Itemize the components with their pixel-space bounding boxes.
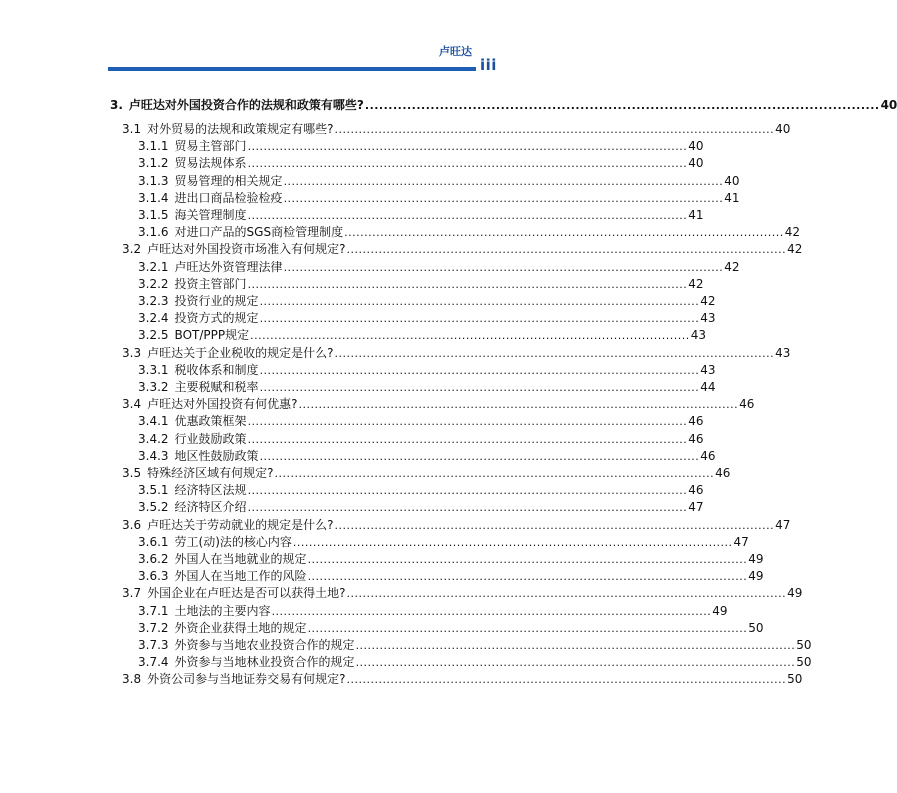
toc-entry-page: 50 — [796, 638, 812, 652]
toc-entry[interactable] — [138, 223, 800, 241]
toc-entry-number: 3.7.1 — [138, 603, 169, 618]
toc-dot-leader: .............................................................................................................. — [334, 518, 775, 532]
toc-entry-page: 42 — [787, 242, 803, 257]
toc-dot-leader: .............................................................................................................. — [259, 295, 700, 308]
toc-entry[interactable] — [122, 516, 791, 534]
toc-entry-label — [110, 96, 364, 114]
toc-entry[interactable] — [138, 292, 716, 310]
toc-entry-number: 3.1.2 — [138, 156, 169, 171]
toc-entry-label — [138, 172, 283, 190]
toc-dot-leader: .............................................................................................................. — [283, 174, 724, 188]
toc-entry-title: 投资方式的规定 — [174, 311, 259, 326]
toc-entry-number: 3. — [110, 98, 123, 112]
toc-entry[interactable] — [138, 189, 740, 207]
toc-entry-number: 3.3.1 — [138, 362, 169, 377]
toc-entry-label — [138, 602, 271, 620]
toc-entry-label — [122, 395, 297, 413]
toc-entry-page: 46 — [715, 466, 731, 480]
toc-entry[interactable] — [138, 602, 728, 620]
toc-entry-title: 卢旺达对外国投资有何优惠? — [147, 397, 298, 412]
toc-dot-leader: .............................................................................................................. — [259, 381, 700, 394]
toc-entry-title: 优惠政策框架 — [174, 414, 247, 429]
toc-entry-label — [138, 206, 247, 224]
toc-entry-title: 卢旺达关于劳动就业的规定是什么? — [147, 517, 334, 532]
toc-entry-page: 47 — [733, 534, 749, 549]
toc-entry-number: 3.1.3 — [138, 173, 169, 188]
toc-dot-leader: .............................................................................................................. — [247, 277, 688, 291]
toc-entry-title: 进出口商品检验检疫 — [174, 190, 283, 205]
toc-entry-page: 42 — [784, 225, 800, 240]
toc-dot-leader: .............................................................................................................. — [346, 243, 787, 257]
toc-entry[interactable] — [138, 481, 704, 499]
toc-entry-number: 3.2 — [122, 242, 142, 257]
toc-dot-leader: .............................................................................................................. — [344, 226, 784, 240]
toc-entry[interactable] — [138, 619, 764, 637]
toc-entry-label — [122, 516, 333, 534]
toc-entry-label — [138, 412, 247, 430]
toc-entry-number: 3.2.5 — [138, 328, 169, 343]
toc-entry-page: 43 — [700, 362, 716, 377]
toc-entry[interactable] — [138, 309, 716, 327]
toc-entry-page: 43 — [700, 311, 716, 326]
toc-entry-label — [138, 223, 343, 241]
toc-entry-title: 外国人在当地就业的规定 — [174, 552, 307, 566]
toc-entry-label — [138, 137, 247, 155]
toc-entry-title: 外国人在当地工作的风险 — [174, 569, 307, 584]
toc-entry-title: 贸易管理的相关规定 — [174, 173, 283, 188]
toc-entry-title: 贸易法规体系 — [174, 156, 247, 171]
toc-entry-page: 50 — [748, 620, 764, 635]
toc-dot-leader: .............................................................................................................. — [292, 535, 733, 549]
toc-entry-label — [122, 584, 345, 602]
toc-entry-title: 卢旺达外资管理法律 — [174, 259, 283, 274]
toc-entry-title: 外资企业获得土地的规定 — [174, 620, 307, 635]
toc-entry-label — [138, 309, 259, 327]
toc-entry-page: 40 — [880, 98, 897, 112]
toc-entry[interactable] — [122, 670, 803, 688]
toc-entry-title: 税收体系和制度 — [174, 362, 259, 377]
toc-entry[interactable] — [138, 653, 812, 671]
toc-entry-title: BOT/PPP规定 — [174, 328, 250, 343]
toc-entry-page: 46 — [739, 397, 755, 412]
toc-entry-label — [138, 326, 249, 344]
toc-entry-number: 3.1.6 — [138, 225, 169, 240]
toc-entry-title: 卢旺达对外国投资合作的法规和政策有哪些? — [128, 98, 364, 112]
toc-entry-label — [122, 344, 333, 362]
page-number: iii — [480, 56, 497, 74]
toc-entry-page: 40 — [688, 156, 704, 171]
toc-dot-leader: .............................................................................................................. — [298, 398, 739, 412]
toc-entry-number: 3.6.2 — [138, 552, 169, 566]
toc-entry[interactable] — [122, 240, 803, 258]
toc-dot-leader: .............................................................................................................. — [346, 587, 787, 601]
toc-entry-title: 对进口产品的SGS商检管理制度 — [174, 225, 344, 240]
toc-dot-leader: .............................................................................................................. — [247, 484, 688, 498]
toc-entry[interactable] — [138, 447, 716, 465]
toc-entry-label — [138, 275, 247, 293]
toc-entry[interactable] — [122, 395, 755, 413]
toc-dot-leader: .............................................................................................................. — [247, 157, 688, 171]
toc-entry-number: 3.8 — [122, 672, 142, 687]
toc-dot-leader: .............................................................................................................. — [283, 260, 724, 274]
toc-entry-page: 40 — [688, 139, 704, 154]
toc-entry-page: 46 — [688, 414, 704, 429]
toc-entry-page: 50 — [796, 655, 812, 670]
toc-entry-label — [138, 189, 283, 207]
toc-entry-number: 3.6 — [122, 517, 142, 532]
toc-entry-title: 行业鼓励政策 — [174, 431, 247, 446]
toc-entry-page: 40 — [724, 173, 740, 188]
toc-entry-title: 投资行业的规定 — [174, 294, 259, 308]
toc-entry-number: 3.6.1 — [138, 534, 169, 549]
toc-entry[interactable] — [122, 464, 731, 482]
toc-entry-title: 特殊经济区域有何规定? — [147, 466, 274, 480]
toc-entry-number: 3.7.2 — [138, 620, 169, 635]
toc-entry[interactable] — [110, 96, 897, 114]
toc-dot-leader: .............................................................................................................. — [250, 329, 690, 343]
toc-entry-label — [138, 533, 292, 551]
toc-entry-page: 47 — [688, 500, 704, 515]
toc-entry-page: 40 — [775, 122, 791, 136]
toc-dot-leader: .............................................................................................................. — [247, 432, 688, 446]
toc-entry-title: 外资参与当地林业投资合作的规定 — [174, 655, 355, 670]
toc-entry-label — [138, 636, 355, 654]
toc-entry-page: 42 — [688, 276, 704, 291]
toc-entry-number: 3.3.2 — [138, 380, 169, 394]
toc-entry-number: 3.1.4 — [138, 190, 169, 205]
toc-entry-number: 3.5 — [122, 466, 142, 480]
toc-entry[interactable] — [138, 378, 716, 396]
toc-entry-page: 43 — [690, 328, 707, 343]
toc-dot-leader: .............................................................................................................. — [334, 123, 775, 136]
toc-entry-label — [138, 154, 247, 172]
toc-entry-label — [122, 464, 273, 482]
toc-entry-title: 劳工(动)法的核心内容 — [174, 534, 292, 549]
toc-dot-leader: .............................................................................................................. — [355, 656, 796, 670]
toc-dot-leader: .............................................................................................................. — [247, 140, 688, 154]
toc-entry-label — [122, 240, 345, 258]
toc-entry-title: 外资公司参与当地证券交易有何规定? — [147, 672, 346, 687]
toc-entry[interactable] — [138, 361, 716, 379]
toc-entry-label — [138, 447, 259, 465]
toc-entry[interactable] — [122, 344, 791, 362]
toc-entry[interactable] — [138, 326, 707, 344]
toc-entry[interactable] — [138, 258, 740, 276]
toc-entry[interactable] — [122, 120, 791, 138]
toc-entry-number: 3.5.1 — [138, 483, 169, 498]
toc-entry-title: 土地法的主要内容 — [174, 603, 271, 618]
toc-dot-leader: .............................................................................................................. — [307, 553, 748, 566]
toc-entry-page: 41 — [688, 208, 704, 222]
toc-entry-page: 47 — [775, 517, 791, 532]
toc-entry-label — [138, 619, 307, 637]
toc-entry-page: 46 — [700, 448, 716, 463]
toc-entry-label — [138, 378, 259, 396]
toc-entry[interactable] — [138, 275, 704, 293]
toc-dot-leader: .............................................................................................................. — [247, 501, 688, 515]
toc-entry-number: 3.1 — [122, 122, 142, 136]
toc-entry-page: 49 — [748, 569, 764, 584]
toc-entry[interactable] — [138, 154, 704, 172]
toc-entry-number: 3.7 — [122, 586, 142, 601]
toc-entry[interactable] — [122, 584, 803, 602]
toc-entry[interactable] — [138, 567, 764, 585]
toc-entry-label — [138, 550, 307, 568]
toc-entry-number: 3.1.1 — [138, 139, 169, 154]
toc-dot-leader: .............................................................................................................. — [283, 191, 724, 205]
toc-entry-page: 46 — [688, 431, 704, 446]
toc-entry-title: 对外贸易的法规和政策规定有哪些? — [147, 122, 334, 136]
toc-dot-leader: .............................................................................................................. — [334, 346, 775, 360]
toc-entry-title: 投资主管部门 — [174, 276, 247, 291]
toc-entry-page: 49 — [787, 586, 803, 601]
toc-entry-number: 3.2.2 — [138, 276, 169, 291]
toc-entry-title: 地区性鼓励政策 — [174, 448, 259, 463]
toc-entry-number: 3.4.2 — [138, 431, 169, 446]
toc-entry-number: 3.2.4 — [138, 311, 169, 326]
toc-entry-label — [138, 292, 259, 310]
toc-entry-title: 外资参与当地农业投资合作的规定 — [174, 638, 355, 652]
toc-entry[interactable] — [138, 498, 704, 516]
toc-entry-page: 49 — [712, 603, 728, 618]
toc-entry-page: 46 — [688, 483, 704, 498]
toc-entry[interactable] — [138, 137, 704, 155]
toc-entry-title: 外国企业在卢旺达是否可以获得土地? — [147, 586, 346, 601]
toc-entry[interactable] — [138, 412, 704, 430]
toc-entry-label — [138, 481, 247, 499]
toc-entry-number: 3.7.4 — [138, 655, 169, 670]
toc-dot-leader: .............................................................................................................. — [274, 467, 715, 480]
toc-dot-leader: .............................................................................................................. — [259, 363, 700, 377]
toc-entry-number: 3.2.1 — [138, 259, 169, 274]
toc-entry-page: 43 — [775, 345, 791, 360]
header-title: 卢旺达 — [439, 45, 472, 58]
toc-dot-leader: .............................................................................................................. — [355, 639, 796, 652]
toc-entry-number: 3.5.2 — [138, 500, 169, 515]
toc-dot-leader: .............................................................................................................. — [271, 604, 712, 618]
toc-entry-number: 3.4.3 — [138, 448, 169, 463]
toc-entry-label — [138, 498, 247, 516]
toc-entry-page: 50 — [787, 672, 803, 687]
toc-entry-number: 3.4.1 — [138, 414, 169, 429]
toc-entry-number: 3.7.3 — [138, 638, 169, 652]
toc-dot-leader: .............................................................................................................. — [307, 570, 748, 584]
toc-entry[interactable] — [138, 430, 704, 448]
toc-entry[interactable] — [138, 206, 704, 224]
toc-entry-label — [138, 258, 283, 276]
toc-entry-label — [138, 430, 247, 448]
toc-entry-number: 3.4 — [122, 397, 142, 412]
toc-dot-leader: .............................................................................................................. — [247, 415, 688, 429]
toc-entry[interactable] — [138, 533, 749, 551]
toc-entry-number: 3.1.5 — [138, 208, 169, 222]
toc-entry-page: 41 — [724, 190, 740, 205]
toc-entry-page: 49 — [748, 552, 764, 566]
toc-entry-title: 经济特区法规 — [174, 483, 247, 498]
toc-dot-leader: .............................................................................................................. — [364, 99, 880, 112]
toc-entry-label — [122, 120, 333, 138]
toc-entry[interactable] — [138, 172, 740, 190]
toc-entry-title: 卢旺达对外国投资市场准入有何规定? — [147, 242, 346, 257]
toc-entry-title: 经济特区介绍 — [174, 500, 247, 515]
toc-entry-number: 3.6.3 — [138, 569, 169, 584]
toc-entry-label — [138, 653, 355, 671]
toc-entry-title: 海关管理制度 — [174, 208, 247, 222]
toc-entry[interactable] — [138, 550, 764, 568]
toc-entry-label — [138, 567, 307, 585]
toc-dot-leader: .............................................................................................................. — [247, 209, 688, 222]
toc-entry-page: 44 — [700, 380, 716, 394]
toc-entry-number: 3.2.3 — [138, 294, 169, 308]
toc-entry[interactable] — [138, 636, 812, 654]
toc-dot-leader: .............................................................................................................. — [307, 621, 748, 635]
toc-dot-leader: .............................................................................................................. — [259, 312, 700, 326]
toc-entry-number: 3.3 — [122, 345, 142, 360]
toc-entry-label — [138, 361, 259, 379]
toc-dot-leader: .............................................................................................................. — [259, 449, 700, 463]
toc-entry-title: 主要税赋和税率 — [174, 380, 259, 394]
toc-entry-title: 卢旺达关于企业税收的规定是什么? — [147, 345, 334, 360]
toc-entry-title: 贸易主管部门 — [174, 139, 247, 154]
toc-entry-label — [122, 670, 345, 688]
toc-entry-page: 42 — [724, 259, 740, 274]
toc-entry-page: 42 — [700, 294, 716, 308]
toc-dot-leader: .............................................................................................................. — [346, 673, 787, 687]
